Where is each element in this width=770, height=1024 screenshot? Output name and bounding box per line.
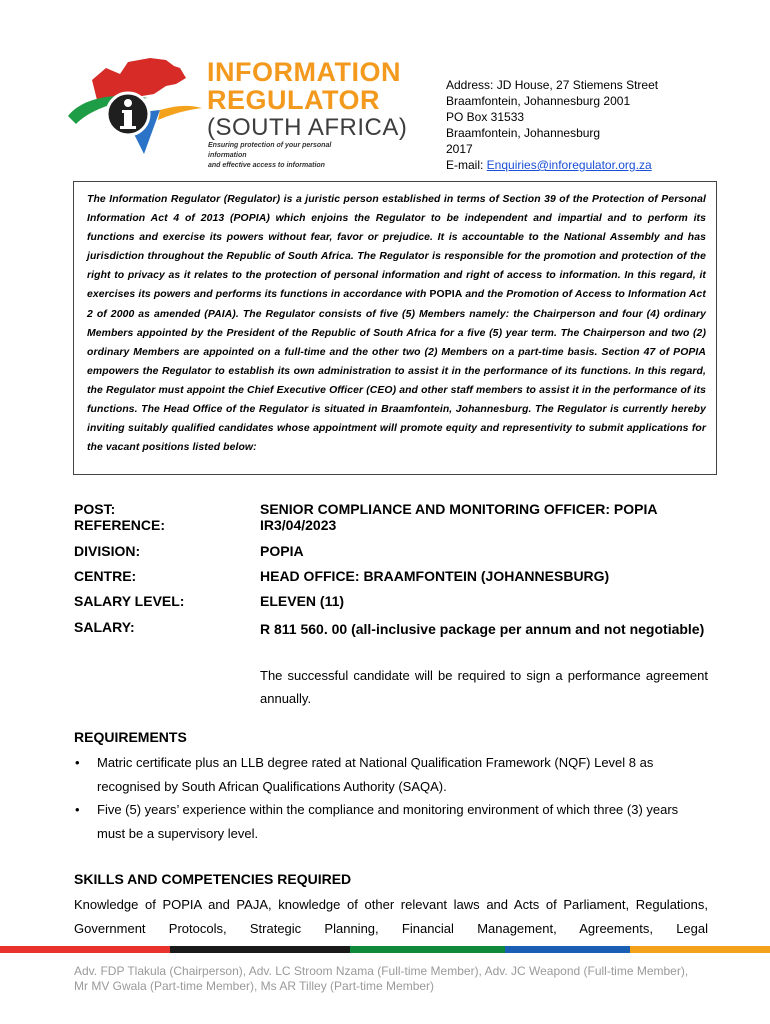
logo-tagline bbox=[208, 141, 368, 171]
intro-paragraph bbox=[87, 190, 706, 457]
intro-part1: The Information Regulator (Regulator) is a juristic person established in terms of Section 39 of the Protection of Personal Information Act 4 of 2013 (POPIA) which enjoins the Regulator to be independent and impartial and to perform its functions and exercise its powers without fear, favor or prejudice. It is accountable to the National Assembly and has jurisdiction throughout the Republic of South Africa. The Regulator is responsible for the promotion and protection of the right to privacy as it relates to the protection of personal information and right of access to information. In this regard, it exercises its powers and performs its functions in accordance with bbox=[87, 194, 706, 301]
list-item bbox=[74, 751, 706, 798]
address-line: Braamfontein, Johannesburg bbox=[446, 126, 601, 140]
swoosh-yellow-shape bbox=[158, 106, 202, 120]
footer-color-stripe bbox=[0, 946, 770, 953]
list-item bbox=[74, 798, 706, 845]
salary-note: The successful candidate will be required to sign a performance agreement annually. bbox=[260, 668, 708, 706]
address-line: 2017 bbox=[446, 142, 473, 156]
requirements-heading: REQUIREMENTS bbox=[74, 729, 187, 745]
centre-value: HEAD OFFICE: BRAAMFONTEIN (JOHANNESBURG) bbox=[260, 568, 610, 584]
address-line: Braamfontein, Johannesburg 2001 bbox=[446, 94, 631, 108]
address-block bbox=[446, 77, 658, 173]
stripe-green bbox=[350, 946, 505, 953]
reference-label: REFERENCE: bbox=[74, 517, 166, 533]
intro-part2: and the Promotion of Access to Information Act 2 of 2000 as amended (PAIA). The Regulator consists of five (5) Members namely: the Chairperson and four (4) ordinary Members appointed by the President of the Republic of South Africa for a five (5) year term. The Chairperson and two (2) ordinary Members are appointed on a full-time and the other two (2) Members on a part-time basis. Section 47 of POPIA empowers the Regulator to establish its own administration to assist it in the performance of its functions. In this regard, the Regulator must appoint the Chief Executive Officer (CEO) and other staff members to assist it in the performance of its functions. The Head Office of the Regulator is situated in Braamfontein, Johannesburg. The Regulator is currently hereby inviting suitably qualified candidates whose appointment will promote equity and representivity to submit applications for the vacant positions listed below: bbox=[87, 289, 706, 454]
intro-popia: POPIA bbox=[429, 289, 463, 301]
logo-title-line2: REGULATOR bbox=[207, 85, 380, 115]
salary-level-label: SALARY LEVEL: bbox=[74, 593, 185, 609]
skills-heading: SKILLS AND COMPETENCIES REQUIRED bbox=[74, 871, 352, 887]
requirement-text: Five (5) years’ experience within the compliance and monitoring environment of which three (3) years must be a supervisory level. bbox=[97, 802, 679, 841]
intro-box bbox=[73, 181, 717, 475]
tagline-line2: and effective access to information bbox=[208, 162, 325, 169]
post-label: POST: bbox=[74, 501, 116, 517]
reference-value: IR3/04/2023 bbox=[260, 517, 337, 533]
logo-title-line3: (SOUTH AFRICA) bbox=[207, 114, 408, 141]
email-link[interactable]: Enquiries@inforegulator.org.za bbox=[486, 158, 652, 172]
bullet-icon: • bbox=[75, 755, 80, 770]
logo-wordmark bbox=[207, 58, 407, 142]
stripe-yellow bbox=[630, 946, 770, 953]
salary-level-value: ELEVEN (11) bbox=[260, 593, 345, 609]
centre-label: CENTRE: bbox=[74, 568, 137, 584]
division-value: POPIA bbox=[260, 543, 304, 559]
stripe-blue bbox=[505, 946, 630, 953]
address-line: PO Box 31533 bbox=[446, 110, 525, 124]
address-line: Address: JD House, 27 Stiemens Street bbox=[446, 78, 659, 92]
info-i-dot bbox=[124, 99, 132, 107]
skills-text: Knowledge of POPIA and PAJA, knowledge of other relevant laws and Acts of Parliament, Regulations, Government Protocols, Strategic Planning, Financial Management, Agreements, Legal bbox=[74, 897, 708, 936]
requirement-text: Matric certificate plus an LLB degree rated at National Qualification Framework (NQF) Level 8 as recognised by South African Qualifications Authority (SAQA). bbox=[97, 755, 654, 794]
requirements-list bbox=[74, 751, 706, 845]
stripe-black bbox=[170, 946, 350, 953]
email-line bbox=[446, 157, 658, 173]
footer-members: Adv. FDP Tlakula (Chairperson), Adv. LC Stroom Nzama (Full-time Member), Adv. JC Weapond (Full-time Member), Mr MV Gwala (Part-time Member), Ms AR Tilley (Part-time Member) bbox=[74, 964, 689, 993]
logo-title-line1: INFORMATION bbox=[207, 57, 401, 87]
salary-label: SALARY: bbox=[74, 619, 135, 635]
email-label: E-mail: bbox=[446, 158, 487, 172]
salary-value: R 811 560. 00 (all-inclusive package per annum and not negotiable) bbox=[260, 621, 705, 637]
bullet-icon: • bbox=[75, 802, 80, 817]
post-value: SENIOR COMPLIANCE AND MONITORING OFFICER: POPIA bbox=[260, 501, 658, 517]
division-label: DIVISION: bbox=[74, 543, 141, 559]
tagline-line1: Ensuring protection of your personal information bbox=[208, 142, 332, 159]
stripe-red bbox=[0, 946, 170, 953]
